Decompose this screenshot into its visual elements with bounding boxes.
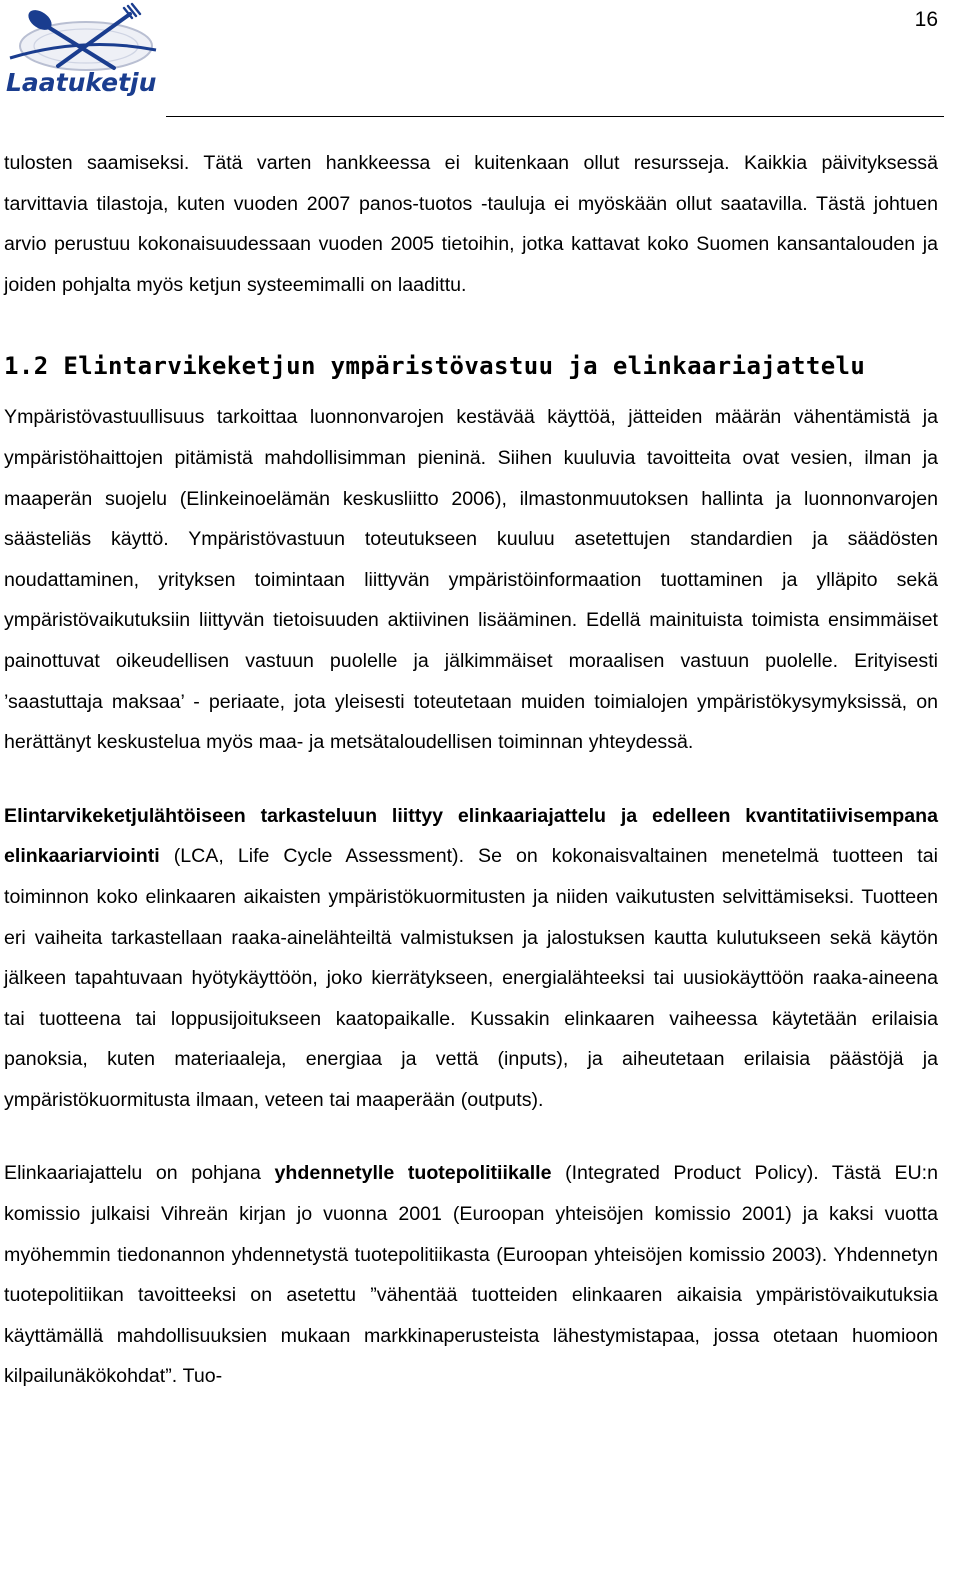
paragraph-integrated-product-policy [4, 1153, 938, 1397]
header-divider [166, 116, 944, 117]
paragraph-life-cycle-thinking [4, 796, 938, 1121]
bold-term: yhdennetylle tuotepolitiikalle [274, 1162, 552, 1185]
paragraph-text: (LCA, Life Cycle Assessment). Se on kokonaisvaltainen menetelmä tuotteen tai toiminnon koko elinkaaren aikaisten ympäristökuormitusten ja niiden vaikutusten selvittämiseksi. Tuotteen eri vaiheita tarkastellaan raaka-ainelähteiltä valmistuksen ja jalostuksen kautta kulutukseen sekä käytön jälkeen tapahtuvaan hyötykäyttöön, joko kierrätykseen, energialähteeksi tai uusiokäyttöön raaka-aineena tai tuotteena tai loppusijoitukseen kaatopaikalle. Kussakin elinkaaren vaiheessa käytetään erilaisia panoksia, kuten materiaaleja, energiaa ja vettä (inputs), ja aiheutetaan erilaisia päästöjä ja ympäristökuormitusta ilmaan, veteen tai maaperään (outputs). [4, 845, 938, 1111]
page-header [0, 0, 960, 125]
section-heading: 1.2 Elintarvikeketjun ympäristövastuu ja elinkaariajattelu [4, 352, 866, 381]
page-number: 16 [914, 8, 938, 31]
logo-wordmark: Laatuketju [6, 68, 157, 97]
paragraph-text-start: Elinkaariajattelu on pohjana [4, 1162, 275, 1185]
bold-lead-text: Elintarvikeketjulähtöiseen tarkasteluun liittyy elinkaariajattelu ja edelleen kvantitatiivisempana elinkaariarviointi [4, 804, 938, 868]
paragraph-environmental-responsibility: Ympäristövastuullisuus tarkoittaa luonnonvarojen kestävää käyttöä, jätteiden määrän vähentämistä ja ympäristöhaittojen pitämistä mahdollisimman pieninä. Siihen kuuluvia tavoitteita ovat vesien, ilman ja maaperän suojelu (Elinkeinoelämän keskusliitto 2006), ilmastonmuutoksen hallinta ja luonnonvarojen säästeliäs käyttö. Ympäristövastuun toteutukseen kuuluu asetettujen standardien ja säädösten noudattaminen, yrityksen toimintaan liittyvän ympäristöinformaation tuottaminen ja ylläpito sekä ympäristövaikutuksiin liittyvän tietoisuuden aktiivinen lisääminen. Edellä mainituista toimista ensimmäiset painottuvat oikeudellisen vastuun puolelle ja jälkimmäiset moraalisen vastuun puolelle. Erityisesti ’saastuttaja maksaa’ - periaate, jota yleisesti toteutetaan muiden toimialojen ympäristökysymyksissä, on herättänyt keskustelua myös maa- ja metsätaloudellisen toiminnan yhteydessä. [4, 406, 938, 754]
paragraph-intro: tulosten saamiseksi. Tätä varten hankkeessa ei kuitenkaan ollut resursseja. Kaikkia päivityksessä tarvittavia tilastoja, kuten vuoden 2007 panos-tuotos -tauluja ei myöskään ollut saatavilla. Tästä johtuen arvio perustuu kokonaisuudessaan vuoden 2005 tietoihin, jotka kattavat koko Suomen kansantalouden ja joiden pohjalta myös ketjun systeemimalli on laadittu. [4, 152, 938, 296]
document-body [4, 143, 938, 1397]
paragraph-text: (Integrated Product Policy). Tästä EU:n komissio julkaisi Vihreän kirjan jo vuonna 2001 (Euroopan yhteisöjen komissio 2001) ja kaksi vuotta myöhemmin tiedonannon yhdennetystä tuotepolitiikasta (Euroopan yhteisöjen komissio 2003). Yhdennetyn tuotepolitiikan tavoitteeksi on asetettu ”vähentää tuotteiden elinkaaren aikaisia ympäristövaikutuksia käyttämällä mahdollisuuksien mukaan markkinaperusteista lähestymistapaa, jossa otetaan huomioon kilpailunäkökohdat”. Tuo- [4, 1162, 939, 1388]
laatuketju-logo [4, 2, 164, 97]
